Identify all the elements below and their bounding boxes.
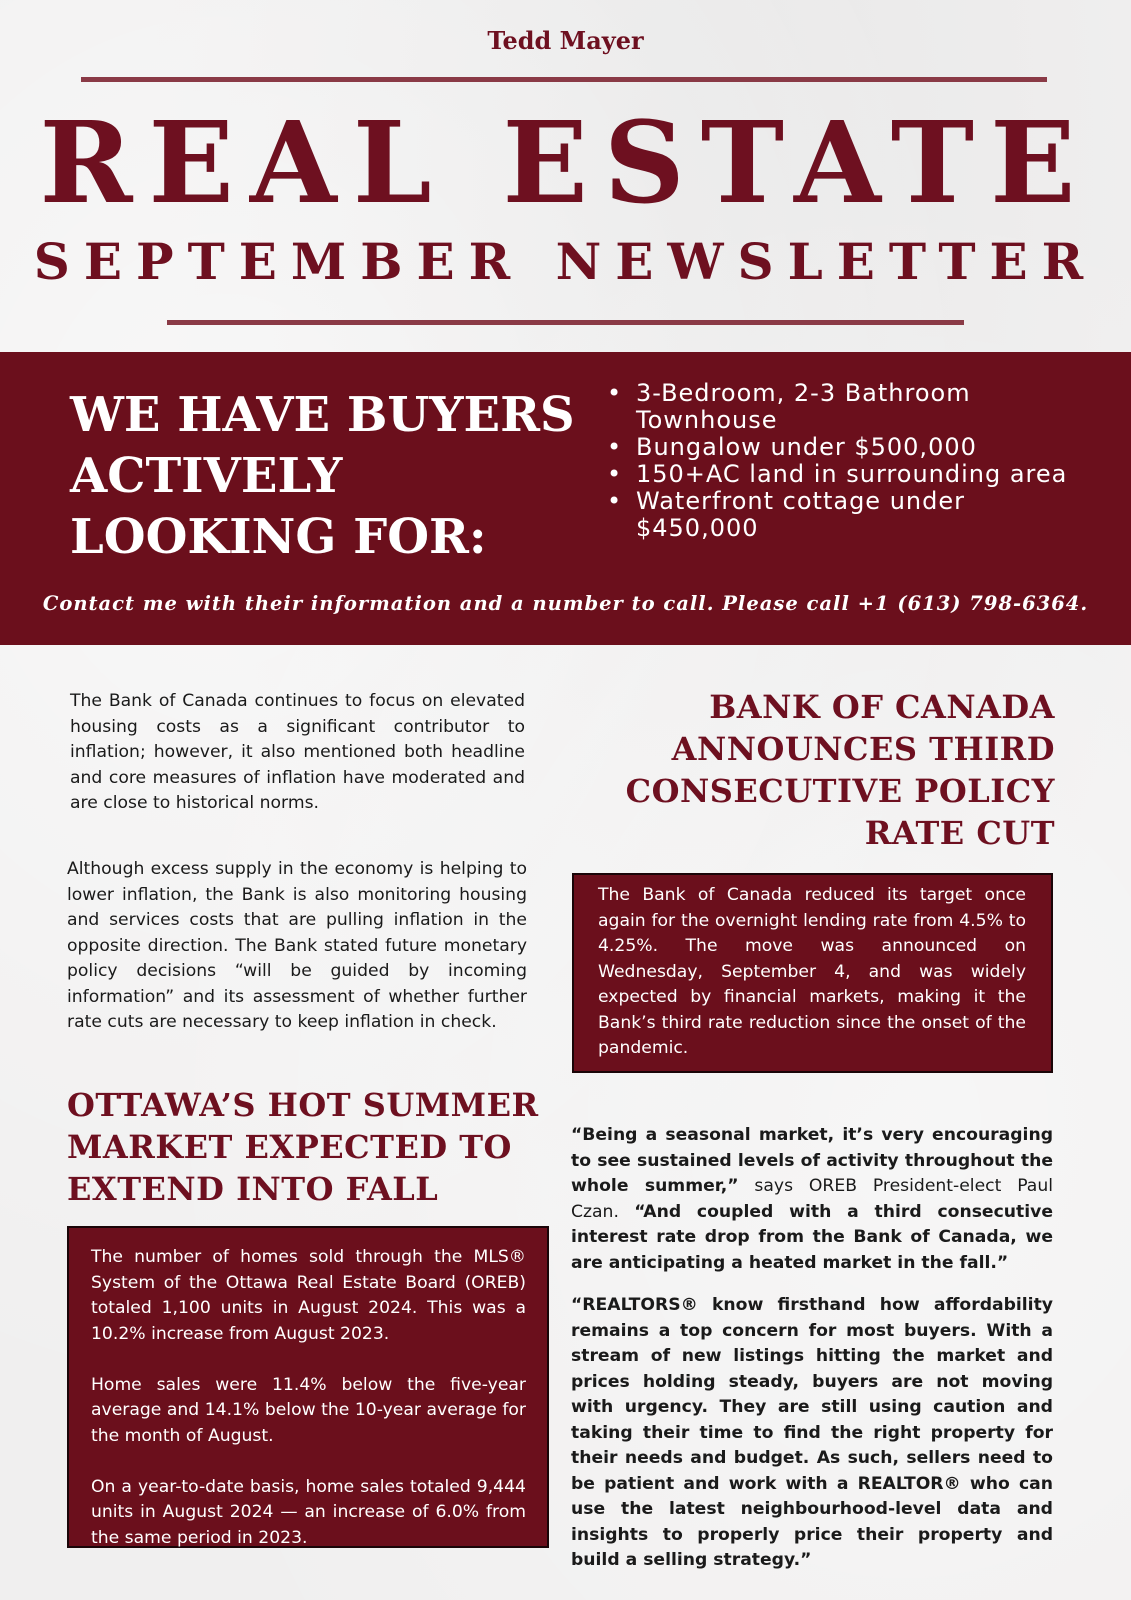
page-subtitle: SEPTEMBER NEWSLETTER [33, 232, 1098, 291]
quote-1 [571, 1123, 1053, 1276]
boc-body: The Bank of Canada reduced its target once again for the overnight lending rate from 4.5% to 4.25%. The move was announced on Wednesday, September 4, and was widely expected by financial markets, making it the Bank’s third rate reduction since the onset of the pandemic. [598, 885, 1026, 1058]
intro-paragraph-1: The Bank of Canada continues to focus on elevated housing costs as a significant contributor to inflation; however, it also mentioned both headline and core measures of inflation have moderated and are close to historical norms. [70, 691, 525, 813]
list-item: • Waterfront cottage under $450,000 [602, 488, 1072, 542]
quote-2 [571, 1293, 1053, 1574]
ottawa-heading: OTTAWA’S HOT SUMMER MARKET EXPECTED TO EXTEND INTO FALL [67, 1086, 539, 1208]
quote-1-bold-a: “Being a seasonal market, it’s very encouraging to see sustained levels of activity throughout the whole summer,” [571, 1125, 1053, 1196]
quote-1-attribution: says OREB President-elect Paul Czan. [571, 1176, 1053, 1222]
list-item: • 3-Bedroom, 2-3 Bathroom Townhouse [602, 380, 1072, 434]
intro-paragraph-2: Although excess supply in the economy is helping to lower inflation, the Bank is also monitoring housing and services costs that are pulling inflation in the opposite direction. The Bank stated future monetary policy decisions “will be guided by incoming information” and its assessment of whether further rate cuts are necessary to keep inflation in check. [67, 859, 527, 1032]
quote-1-bold-b: “And coupled with a third consecutive interest rate drop from the Bank of Canada, we are anticipating a heated market in the fall.” [571, 1201, 1053, 1273]
contact-line: Contact me with their information and a number to call. Please call +1 (613) 798-6364. [42, 592, 1089, 615]
page-title: REAL ESTATE [39, 98, 1092, 229]
bottom-divider [167, 320, 964, 325]
top-divider [81, 77, 1047, 82]
ottawa-body [91, 1245, 526, 1551]
ottawa-paragraph: On a year-to-date basis, home sales totaled 9,444 units in August 2024 — an increase of 6.0% from the same period in 2023. [91, 1476, 526, 1548]
buyers-list [602, 380, 1072, 542]
author-name: Tedd Mayer [487, 26, 644, 55]
ottawa-paragraph: The number of homes sold through the MLS® System of the Ottawa Real Estate Board (OREB) totaled 1,100 units in August 2024. This was a 10.2% increase from August 2023. [91, 1247, 526, 1344]
buyers-heading: WE HAVE BUYERS ACTIVELY LOOKING FOR: [70, 387, 575, 565]
quote-2-text: “REALTORS® know firsthand how affordability remains a top concern for most buyers. With a stream of new listings hitting the market and prices holding steady, buyers are not moving with urgency. They are still using caution and taking their time to find the right property for their needs and budget. As such, sellers need to be patient and work with a REALTOR® who can use the latest neighbourhood-level data and insights to properly price their property and build a selling strategy.” [571, 1295, 1053, 1570]
ottawa-paragraph: Home sales were 11.4% below the five-year average and 14.1% below the 10-year average for the month of August. [91, 1374, 526, 1446]
boc-heading: BANK OF CANADA ANNOUNCES THIRD CONSECUTIVE POLICY RATE CUT [625, 688, 1055, 852]
list-item: • Bungalow under $500,000 [602, 434, 1072, 461]
list-item: • 150+AC land in surrounding area [602, 461, 1072, 488]
